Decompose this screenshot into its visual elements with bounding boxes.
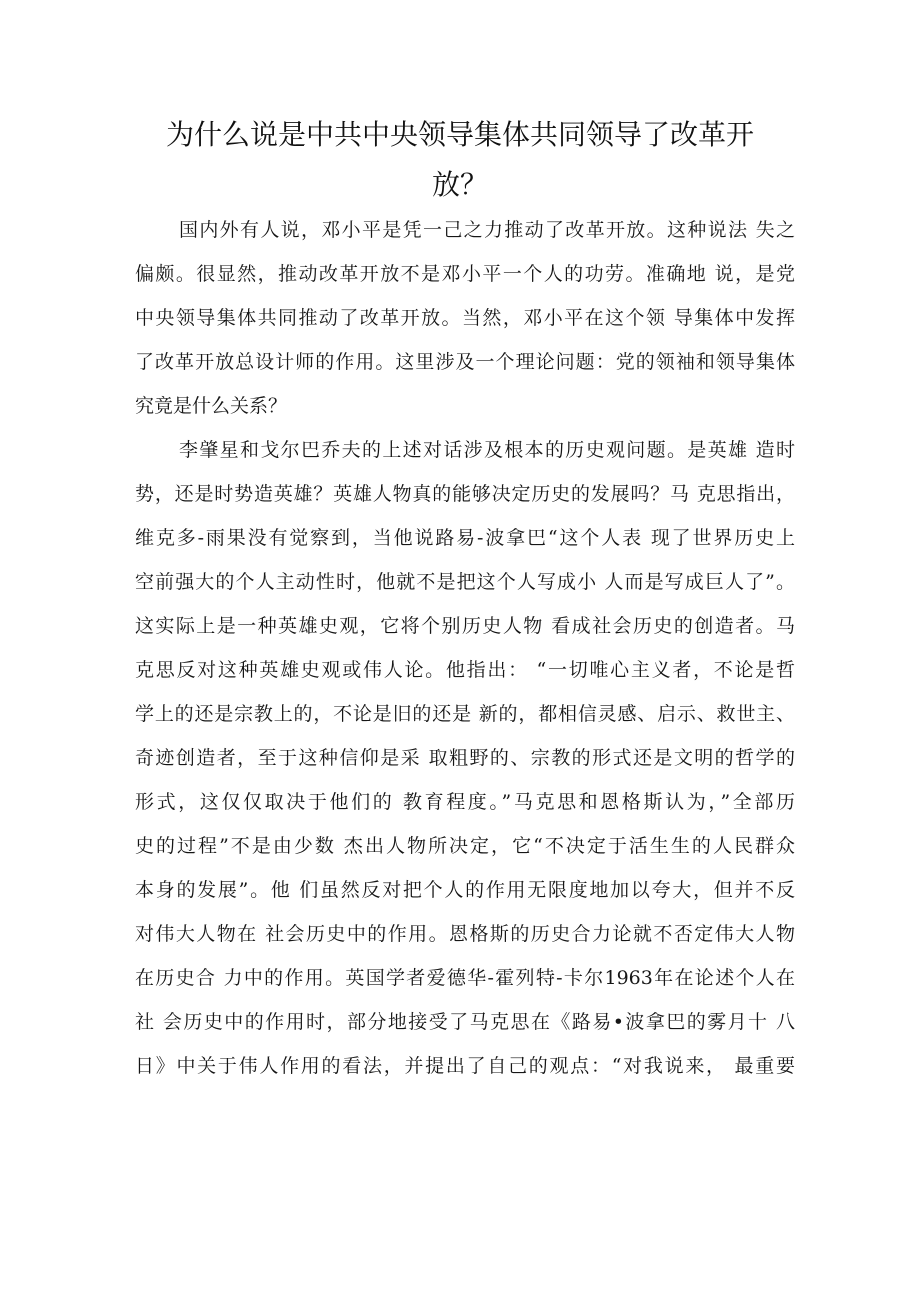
- text-line: 李肇星和戈尔巴乔夫的上述对话涉及根本的历史观问题。是英雄 造时: [179, 439, 795, 461]
- text-line: 在历史合 力中的作用。英国学者爱德华-霍列特-卡尔1963年在论述个人在: [135, 967, 795, 989]
- title-line: 为什么说是中共中央领导集体共同领导了改革开: [165, 118, 754, 151]
- document-body: [135, 208, 795, 1088]
- text-line: 这实际上是一种英雄史观，它将个别历史人物 看成社会历史的创造者。马: [135, 615, 795, 637]
- text-line: 势，还是时势造英雄？英雄人物真的能够决定历史的发展吗？马 克思指出，: [135, 483, 795, 505]
- text-line: 究竟是什么关系？: [135, 395, 288, 417]
- text-line: 本身的发展”。他 们虽然反对把个人的作用无限度地加以夸大，但并不反: [135, 879, 795, 901]
- text-line: 奇迹创造者，至于这种信仰是采 取粗野的、宗教的形式还是文明的哲学的: [135, 747, 795, 769]
- text-line: 社 会历史中的作用时，部分地接受了马克思在《路易•波拿巴的雾月十 八: [135, 1011, 795, 1033]
- text-line: 了改革开放总设计师的作用。这里涉及一个理论问题：党的领袖和领导集体: [135, 351, 795, 373]
- text-line: 对伟大人物在 社会历史中的作用。恩格斯的历史合力论就不否定伟大人物: [135, 923, 795, 945]
- title-line: 放？: [431, 168, 488, 201]
- text-line: 形式，这仅仅取决于他们的 教育程度。”马克思和恩格斯认为，”全部历: [135, 791, 795, 813]
- text-line: 偏颇。很显然，推动改革开放不是邓小平一个人的功劳。准确地 说，是党: [135, 263, 795, 285]
- text-line: 日》中关于伟人作用的看法，并提出了自己的观点：“对我说来， 最重要: [135, 1055, 795, 1077]
- text-line: 国内外有人说，邓小平是凭一己之力推动了改革开放。这种说法 失之: [179, 219, 795, 241]
- paragraph-2: [135, 428, 795, 1088]
- document-title: [120, 110, 800, 210]
- text-line: 中央领导集体共同推动了改革开放。当然，邓小平在这个领 导集体中发挥: [135, 307, 795, 329]
- paragraph-1: [135, 208, 795, 428]
- text-line: 克思反对这种英雄史观或伟人论。他指出： “一切唯心主义者，不论是哲: [135, 659, 795, 681]
- text-line: 史的过程”不是由少数 杰出人物所决定，它“不决定于活生生的人民群众: [135, 835, 795, 857]
- text-line: 空前强大的个人主动性时，他就不是把这个人写成小 人而是写成巨人了”。: [135, 571, 795, 593]
- text-line: 维克多-雨果没有觉察到，当他说路易-波拿巴“这个人表 现了世界历史上: [135, 527, 795, 549]
- text-line: 学上的还是宗教上的，不论是旧的还是 新的，都相信灵感、启示、救世主、: [135, 703, 795, 725]
